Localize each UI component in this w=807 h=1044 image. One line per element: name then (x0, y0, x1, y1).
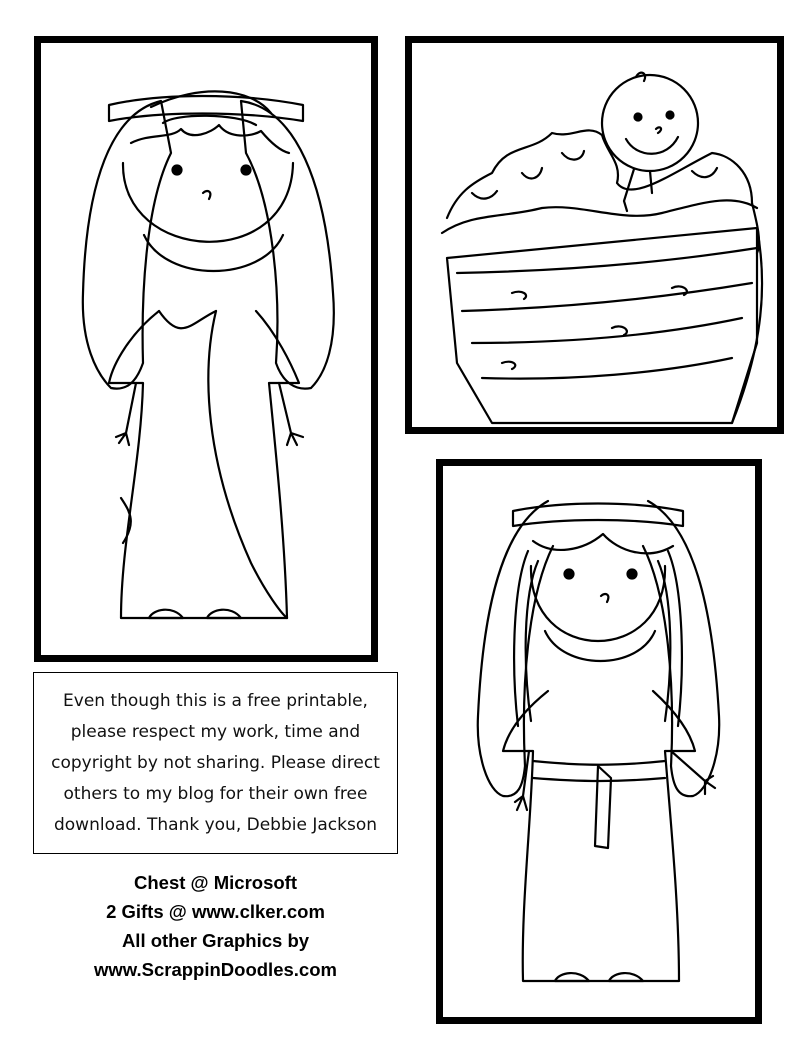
baby-in-manger-illustration (412, 43, 777, 427)
mary-coloring-frame (436, 459, 762, 1024)
mary-illustration (443, 466, 755, 1017)
credit-line-graphics: All other Graphics by (121, 930, 310, 951)
credit-line-gifts: 2 Gifts @ www.clker.com (106, 901, 325, 922)
copyright-notice-box (33, 672, 398, 854)
credit-line-website: www.ScrappinDoodles.com (94, 959, 337, 980)
image-credits (33, 868, 398, 984)
joseph-coloring-frame (34, 36, 378, 662)
credit-line-chest: Chest @ Microsoft (134, 872, 297, 893)
manger-coloring-frame (405, 36, 784, 434)
joseph-illustration (41, 43, 371, 655)
copyright-notice-text: Even though this is a free printable, please respect my work, time and copyright by not sharing. Please direct others to my blog for their own free download. Thank you, Debbie Jackson (51, 690, 380, 835)
